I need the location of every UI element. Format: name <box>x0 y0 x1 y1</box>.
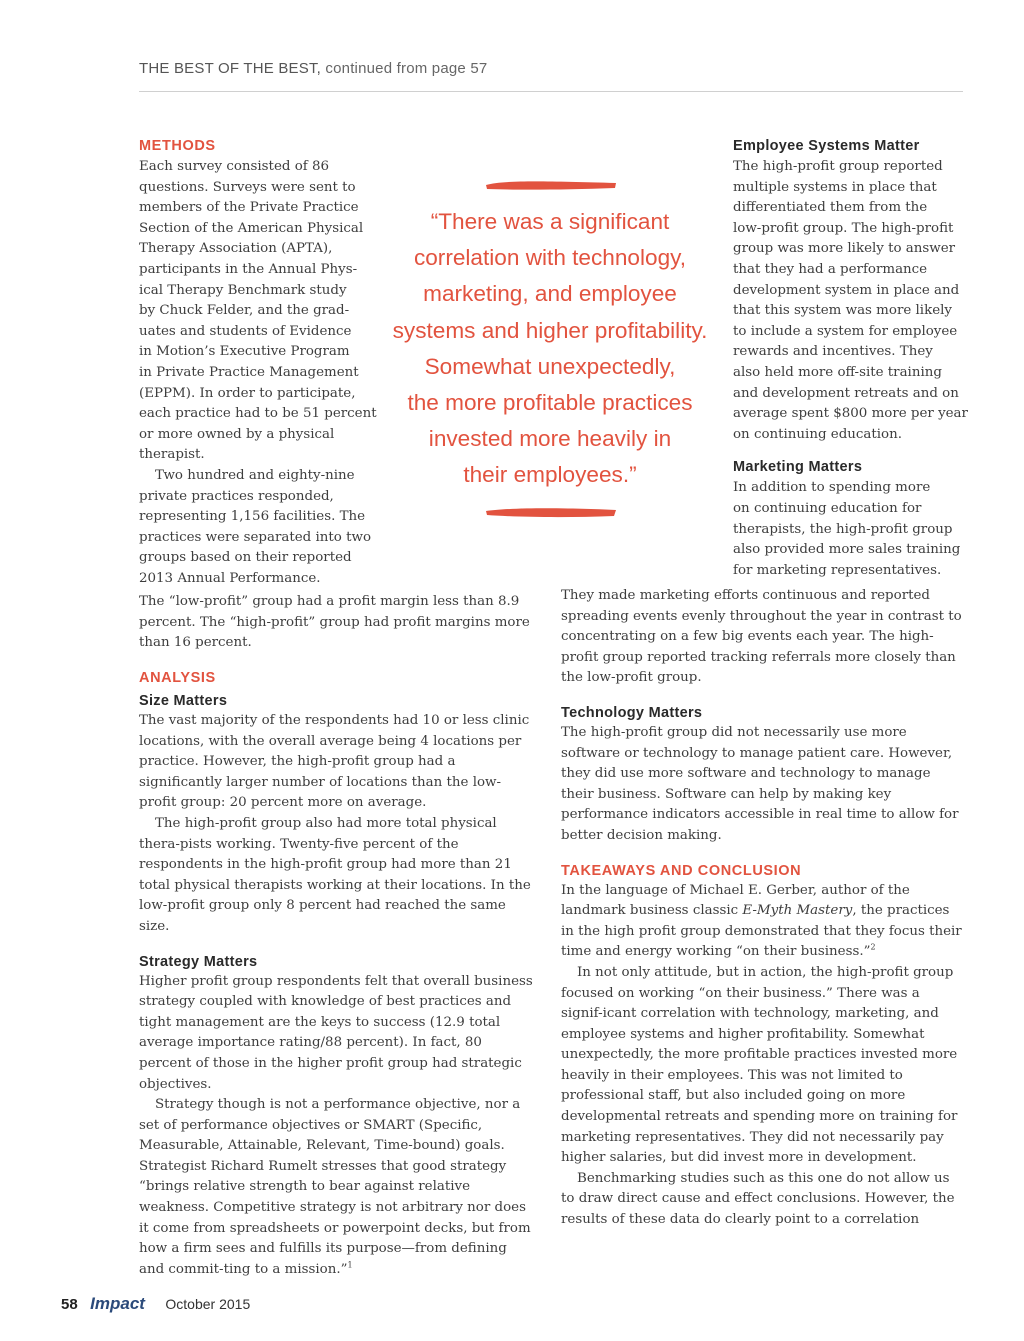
text-line: (EPPM). In order to participate, <box>139 385 356 401</box>
text-line: also held more off-site training <box>733 364 942 380</box>
methods-paragraph-2-continued <box>139 592 534 654</box>
book-title: E-Myth Mastery <box>742 903 853 919</box>
text-line: group was more likely to answer <box>733 241 956 257</box>
text-line: on continuing education. <box>733 426 902 442</box>
text-line: ical Therapy Benchmark study <box>139 282 347 298</box>
methods-paragraph-2 <box>139 466 379 590</box>
text-line: In addition to spending more <box>733 480 931 496</box>
right-column-wide <box>561 586 963 1231</box>
text-line: private practices responded, <box>139 488 334 504</box>
pull-quote-line: invested more heavily in <box>428 426 672 452</box>
technology-paragraph: The high-profit group did not necessarily use more software or technology to manage patient care. However, they did use more software and technology to manage their business. Software can help by making key performance indicators accessible in real time to allow for better decision making. <box>561 724 959 843</box>
text-line: The high-profit group reported <box>733 159 943 174</box>
text-line: therapists, the high-profit group <box>733 521 953 537</box>
header-rule <box>139 91 963 92</box>
text-line: and development retreats and on <box>733 385 959 401</box>
issue-date: October 2015 <box>165 1296 251 1312</box>
text-line: practices were separated into two <box>139 529 372 545</box>
text-line: development system in place and <box>733 282 960 298</box>
text-line: questions. Surveys were sent to <box>139 179 356 195</box>
pull-quote-line: systems and higher profitability. <box>392 317 708 343</box>
text-line: or more owned by a physical <box>139 426 335 442</box>
pull-quote-line: “There was a significant <box>430 209 670 234</box>
employee-systems-section <box>733 136 973 581</box>
takeaways-paragraph-3: Benchmarking studies such as this one do not allow us to draw direct cause and effect conclusions. However, the results of these data do clearly point to a correlation <box>561 1170 955 1228</box>
pull-quote-line: marketing, and employee <box>423 281 677 307</box>
text-line: representing 1,156 facilities. The <box>139 509 366 525</box>
page-footer <box>61 1294 250 1314</box>
text-line: differentiated them from the <box>733 200 928 216</box>
size-matters-heading: Size Matters <box>139 693 228 709</box>
text-line: average spent $800 more per year <box>733 406 968 422</box>
footnote-ref: 2 <box>870 942 876 952</box>
methods-p2-wide: The “low-profit” group had a profit margin less than 8.9 percent. The “high-profit” group had profit margins more than 16 percent. <box>139 594 530 651</box>
strategy-matters-paragraph-2 <box>139 1095 534 1280</box>
methods-section <box>139 136 379 589</box>
running-head-title: THE BEST OF THE BEST, <box>139 60 322 77</box>
text-line: 2013 Annual Performance. <box>139 570 321 586</box>
marketing-paragraph-wide: They made marketing efforts continuous and reported spreading events evenly throughout the year in contrast to concentrating on a few big events each year. The high-profit group reported tracking referrals more closely than the low-profit group. <box>561 588 962 686</box>
text-line: Two hundred and eighty-nine <box>155 467 355 483</box>
analysis-section <box>139 668 534 1280</box>
pull-quote <box>385 204 715 494</box>
strategy-matters-paragraph-1: Higher profit group respondents felt that overall business strategy coupled with knowledge of best practices and tight management are the keys to success (12.9 total average importance rating/88 percent). In fact, 80 percent of those in the higher profit group had strategic objectives. <box>139 973 533 1092</box>
text-line: to include a system for employee <box>733 323 958 339</box>
text-line: Each survey consisted of 86 <box>139 159 330 174</box>
strategy-p2-text: Strategy though is not a performance objective, nor a set of performance objectives or SMART (Specific, Measurable, Attainable, Relevant, Time-bound) goals. Strategist Richard Rumelt stresses that good strategy “brings relative strength to bear against relative weakness. Competitive strategy is not arbitrary nor does it come from spreadsheets or powerpoint decks, but from how a firm sees and fulfills its purpose—from defining and commit-ting to a mission.” <box>139 1097 531 1277</box>
technology-matters-heading: Technology Matters <box>561 704 703 721</box>
analysis-heading: ANALYSIS <box>139 670 216 686</box>
takeaways-heading: TAKEAWAYS AND CONCLUSION <box>561 862 802 879</box>
text-line: for marketing representatives. <box>733 562 942 578</box>
employee-systems-paragraph <box>733 157 973 445</box>
size-matters-paragraph-2: The high-profit group also had more total physical thera-pists working. Twenty-five percent of the respondents in the high-profit group had more than 21 total physical therapists working at their locations. In the low-profit group only 8 percent had reached the same size. <box>139 815 531 934</box>
methods-heading: METHODS <box>139 138 216 154</box>
text-line: uates and students of Evidence <box>139 323 352 339</box>
text-line: participants in the Annual Phys- <box>139 261 358 277</box>
pull-quote-line: the more profitable practices <box>407 390 693 416</box>
running-head-continued: continued from page 57 <box>325 60 488 77</box>
methods-paragraph-1 <box>139 157 379 466</box>
marketing-paragraph-narrow <box>733 478 973 581</box>
running-head <box>139 60 487 77</box>
pull-quote-line: correlation with technology, <box>413 245 687 271</box>
text-line: in Motion’s Executive Program <box>139 344 350 360</box>
text-line: Therapy Association (APTA), <box>139 241 333 257</box>
text-line: groups based on their reported <box>139 550 352 566</box>
employee-systems-heading: Employee Systems Matter <box>733 138 920 154</box>
magazine-logo: Impact <box>90 1294 145 1313</box>
text-line: that they had a performance <box>733 261 928 277</box>
takeaways-paragraph-2: In not only attitude, but in action, the high-profit group focused on working “on their business.” There was a signif-icant correlation with technology, marketing, and employee systems and higher profitability. Somewhat unexpectedly, the more profitable practices invested more heavily in their employees. This was not limited to professional staff, but also included going on more developmental retreats and spending more on training for marketing representatives. They did not necessarily pay higher salaries, but did invest more in development. <box>561 964 958 1166</box>
pull-quote-line: Somewhat unexpectedly, <box>424 353 676 379</box>
takeaways-p1-text: In the language of Michael E. Gerber, author of the landmark business classic <box>561 882 910 919</box>
text-line: low-profit group. The high-profit <box>733 220 954 236</box>
pull-quote-line: their employees.” <box>463 462 637 488</box>
text-line: on continuing education for <box>733 500 922 516</box>
footnote-ref: 1 <box>347 1260 353 1270</box>
text-line: in Private Practice Management <box>139 364 359 380</box>
text-line: also provided more sales training <box>733 542 961 558</box>
text-line: Section of the American Physical <box>139 220 364 236</box>
text-line: rewards and incentives. They <box>733 344 933 360</box>
takeaways-p1-text-b: , the practices in the high profit group demonstrated that they focus their time and energy working “on their business.” <box>561 903 962 960</box>
size-matters-paragraph-1: The vast majority of the respondents had 10 or less clinic locations, with the overall average being 4 locations per practice. However, the high-profit group had a significantly larger number of locations than the low-profit group: 20 percent more on average. <box>139 713 530 811</box>
marketing-matters-heading: Marketing Matters <box>733 459 863 476</box>
pull-quote-bottom-brush <box>484 505 618 519</box>
takeaways-paragraph-1 <box>561 881 963 963</box>
text-line: therapist. <box>139 447 205 463</box>
text-line: members of the Private Practice <box>139 200 359 216</box>
text-line: by Chuck Felder, and the grad- <box>139 303 350 319</box>
strategy-matters-heading: Strategy Matters <box>139 953 258 970</box>
text-line: multiple systems in place that <box>733 179 937 195</box>
pull-quote-top-brush <box>484 178 618 192</box>
page-number: 58 <box>61 1296 78 1313</box>
text-line: that this system was more likely <box>733 303 952 319</box>
text-line: each practice had to be 51 percent <box>139 406 377 422</box>
